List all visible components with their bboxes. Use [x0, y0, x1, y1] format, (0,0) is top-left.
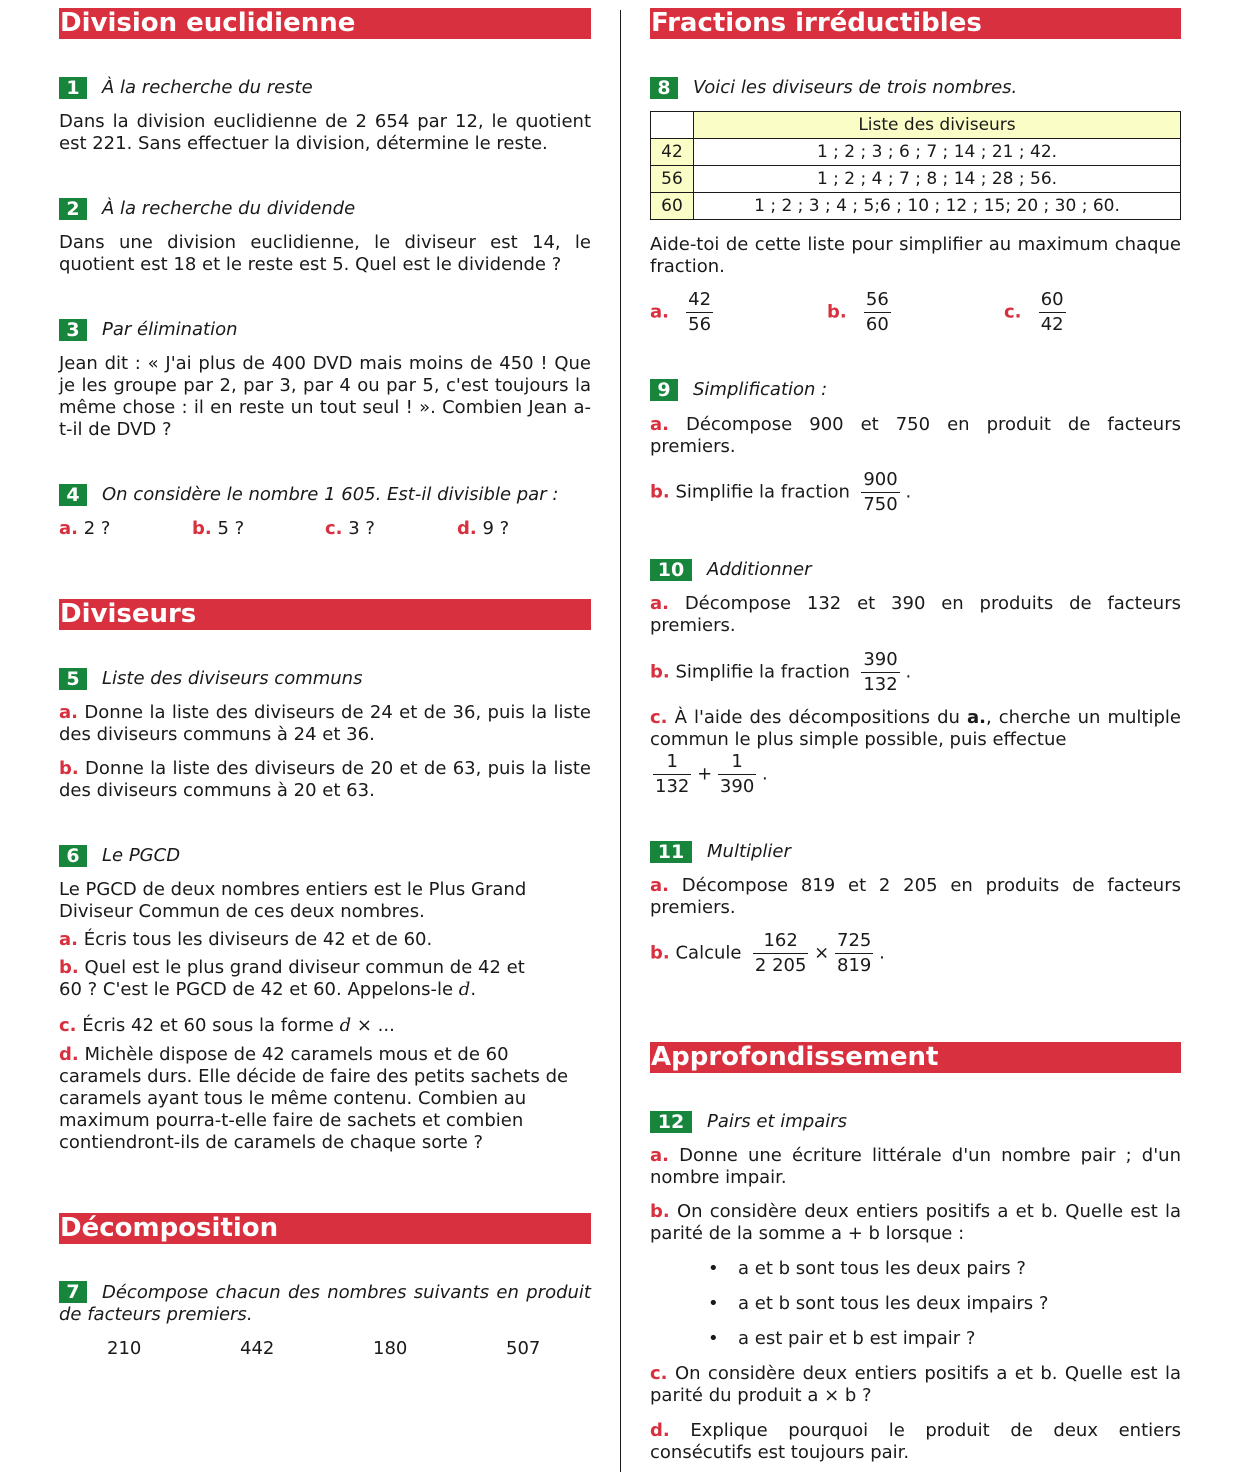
exercise-7-number: 507	[506, 1338, 541, 1359]
exercise-7	[59, 1281, 591, 1326]
table-header: Liste des diviseurs	[694, 112, 1181, 139]
exercise-6-part-d: d. Michèle dispose de 42 caramels mous et de 60 caramels durs. Elle décide de faire des petits sachets de caramels ayant tous le même contenu. Combien au maximum pourra-t-elle faire de sachets et combien contiendront-ils de caramels de chaque sorte ?	[59, 1044, 569, 1153]
exercise-7-number: 210	[107, 1338, 142, 1359]
exercise-12-part-b: b. On considère deux entiers positifs a et b. Quelle est la parité de la somme a + b lorsque :	[650, 1201, 1181, 1244]
section-title-fractions: Fractions irréductibles	[650, 8, 1181, 39]
exercise-3-text: Jean dit : « J'ai plus de 400 DVD mais moins de 450 ! Que je les groupe par 2, par 3, par 4 ou par 5, c'est toujours la même chose : il en reste un tout seul ! ». Combien Jean a-t-il de DVD ?	[59, 353, 591, 440]
list-item: • a et b sont tous les deux impairs ?	[708, 1293, 1049, 1314]
exercise-number: 10	[650, 559, 692, 581]
exercise-10-part-c: c. À l'aide des décompositions du a., cherche un multiple commun le plus simple possible, puis effectue	[650, 707, 1181, 750]
exercise-title: Par élimination	[102, 319, 238, 340]
exercise-2	[59, 196, 591, 222]
exercise-12-part-d: d. Explique pourquoi le produit de deux entiers consécutifs est toujours pair.	[650, 1420, 1181, 1463]
exercise-6-intro: Le PGCD de deux nombres entiers est le Plus Grand Diviseur Commun de ces deux nombres.	[59, 879, 527, 922]
exercise-5-part-a: a. Donne la liste des diviseurs de 24 et de 36, puis la liste des diviseurs communs à 24 et 36.	[59, 702, 591, 745]
exercise-5	[59, 666, 591, 692]
exercise-title: Décompose chacun des nombres suivants en produit de facteurs premiers.	[59, 1282, 591, 1325]
exercise-8	[650, 75, 1181, 101]
exercise-6-part-b: b. Quel est le plus grand diviseur commun de 42 et 60 ? C'est le PGCD de 42 et 60. Appelons-le d.	[59, 957, 525, 1000]
exercise-4-option-c: c. 3 ?	[325, 518, 375, 539]
exercise-title: À la recherche du reste	[102, 77, 313, 98]
exercise-number: 12	[650, 1111, 692, 1133]
section-title-diviseurs: Diviseurs	[59, 599, 591, 630]
section-title-approfondissement: Approfondissement	[650, 1042, 1181, 1073]
exercise-8-fraction-c: c. $\frac{60}{42}$	[1004, 289, 1064, 335]
exercise-number: 8	[650, 77, 678, 99]
exercise-8-fraction-b: b. $\frac{56}{60}$	[827, 289, 889, 335]
exercise-11-part-b: b. Calcule $\frac{162}{2 205}$ × $\frac{725}{819}$ .	[650, 930, 885, 976]
exercise-title: Multiplier	[707, 841, 791, 862]
exercise-number: 3	[59, 319, 87, 341]
list-item: • a est pair et b est impair ?	[708, 1328, 976, 1349]
exercise-12-part-a: a. Donne une écriture littérale d'un nombre pair ; d'un nombre impair.	[650, 1145, 1181, 1188]
exercise-1	[59, 75, 591, 101]
section-title-division: Division euclidienne	[59, 8, 591, 39]
exercise-number: 1	[59, 77, 87, 99]
exercise-1-text: Dans la division euclidienne de 2 654 par 12, le quotient est 221. Sans effectuer la division, détermine le reste.	[59, 111, 591, 154]
table-row: 60 1 ; 2 ; 3 ; 4 ; 5;6 ; 10 ; 12 ; 15; 20 ; 30 ; 60.	[651, 193, 1181, 220]
table-header-row	[651, 112, 1181, 139]
exercise-number: 6	[59, 845, 87, 867]
exercise-number: 5	[59, 668, 87, 690]
exercise-9-part-b: b. Simplifie la fraction $\frac{900}{750}$ .	[650, 469, 912, 515]
exercise-12	[650, 1109, 1181, 1135]
exercise-11	[650, 839, 1181, 865]
exercise-title: À la recherche du dividende	[102, 198, 356, 219]
exercise-title: Le PGCD	[102, 845, 181, 866]
divisors-table	[650, 111, 1181, 220]
exercise-title: Liste des diviseurs communs	[102, 668, 363, 689]
exercise-4-option-d: d. 9 ?	[457, 518, 510, 539]
exercise-title: On considère le nombre 1 605. Est-il divisible par :	[102, 484, 559, 505]
exercise-number: 11	[650, 841, 692, 863]
section-title-decomposition: Décomposition	[59, 1213, 591, 1244]
exercise-number: 4	[59, 484, 87, 506]
exercise-7-number: 180	[373, 1338, 408, 1359]
exercise-4-option-a: a. 2 ?	[59, 518, 111, 539]
table-row: 56 1 ; 2 ; 4 ; 7 ; 8 ; 14 ; 28 ; 56.	[651, 166, 1181, 193]
exercise-title: Additionner	[707, 559, 812, 580]
exercise-number: 9	[650, 379, 678, 401]
exercise-10-part-a: a. Décompose 132 et 390 en produits de facteurs premiers.	[650, 593, 1181, 636]
exercise-number: 2	[59, 198, 87, 220]
exercise-3	[59, 317, 591, 343]
exercise-title: Voici les diviseurs de trois nombres.	[693, 77, 1018, 98]
exercise-number: 7	[59, 1281, 87, 1303]
table-row: 42 1 ; 2 ; 3 ; 6 ; 7 ; 14 ; 21 ; 42.	[651, 139, 1181, 166]
exercise-10-part-b: b. Simplifie la fraction $\frac{390}{132}$ .	[650, 649, 912, 695]
exercise-8-fraction-a: a. $\frac{42}{56}$	[650, 289, 712, 335]
exercise-6	[59, 843, 591, 869]
exercise-5-part-b: b. Donne la liste des diviseurs de 20 et de 63, puis la liste des diviseurs communs à 20 et 63.	[59, 758, 591, 801]
exercise-8-text: Aide-toi de cette liste pour simplifier au maximum chaque fraction.	[650, 234, 1181, 277]
exercise-9-part-a: a. Décompose 900 et 750 en produit de facteurs premiers.	[650, 414, 1181, 457]
exercise-4	[59, 482, 591, 508]
exercise-10	[650, 557, 1181, 583]
exercise-2-text: Dans une division euclidienne, le diviseur est 14, le quotient est 18 et le reste est 5. Quel est le dividende ?	[59, 232, 591, 275]
exercise-6-part-a: a. Écris tous les diviseurs de 42 et de 60.	[59, 929, 433, 950]
exercise-9	[650, 377, 1181, 403]
exercise-12-part-c: c. On considère deux entiers positifs a et b. Quelle est la parité du produit a × b ?	[650, 1363, 1181, 1406]
exercise-title: Pairs et impairs	[707, 1111, 848, 1132]
exercise-4-option-b: b. 5 ?	[192, 518, 245, 539]
exercise-10-fraction-sum: $\frac{1}{132}$ + $\frac{1}{390}$ .	[655, 751, 768, 797]
list-item: • a et b sont tous les deux pairs ?	[708, 1258, 1026, 1279]
exercise-6-part-c: c. Écris 42 et 60 sous la forme d × ...	[59, 1015, 395, 1036]
exercise-11-part-a: a. Décompose 819 et 2 205 en produits de facteurs premiers.	[650, 875, 1181, 918]
exercise-7-number: 442	[240, 1338, 275, 1359]
exercise-title: Simplification :	[693, 379, 828, 400]
column-divider	[620, 10, 621, 1472]
